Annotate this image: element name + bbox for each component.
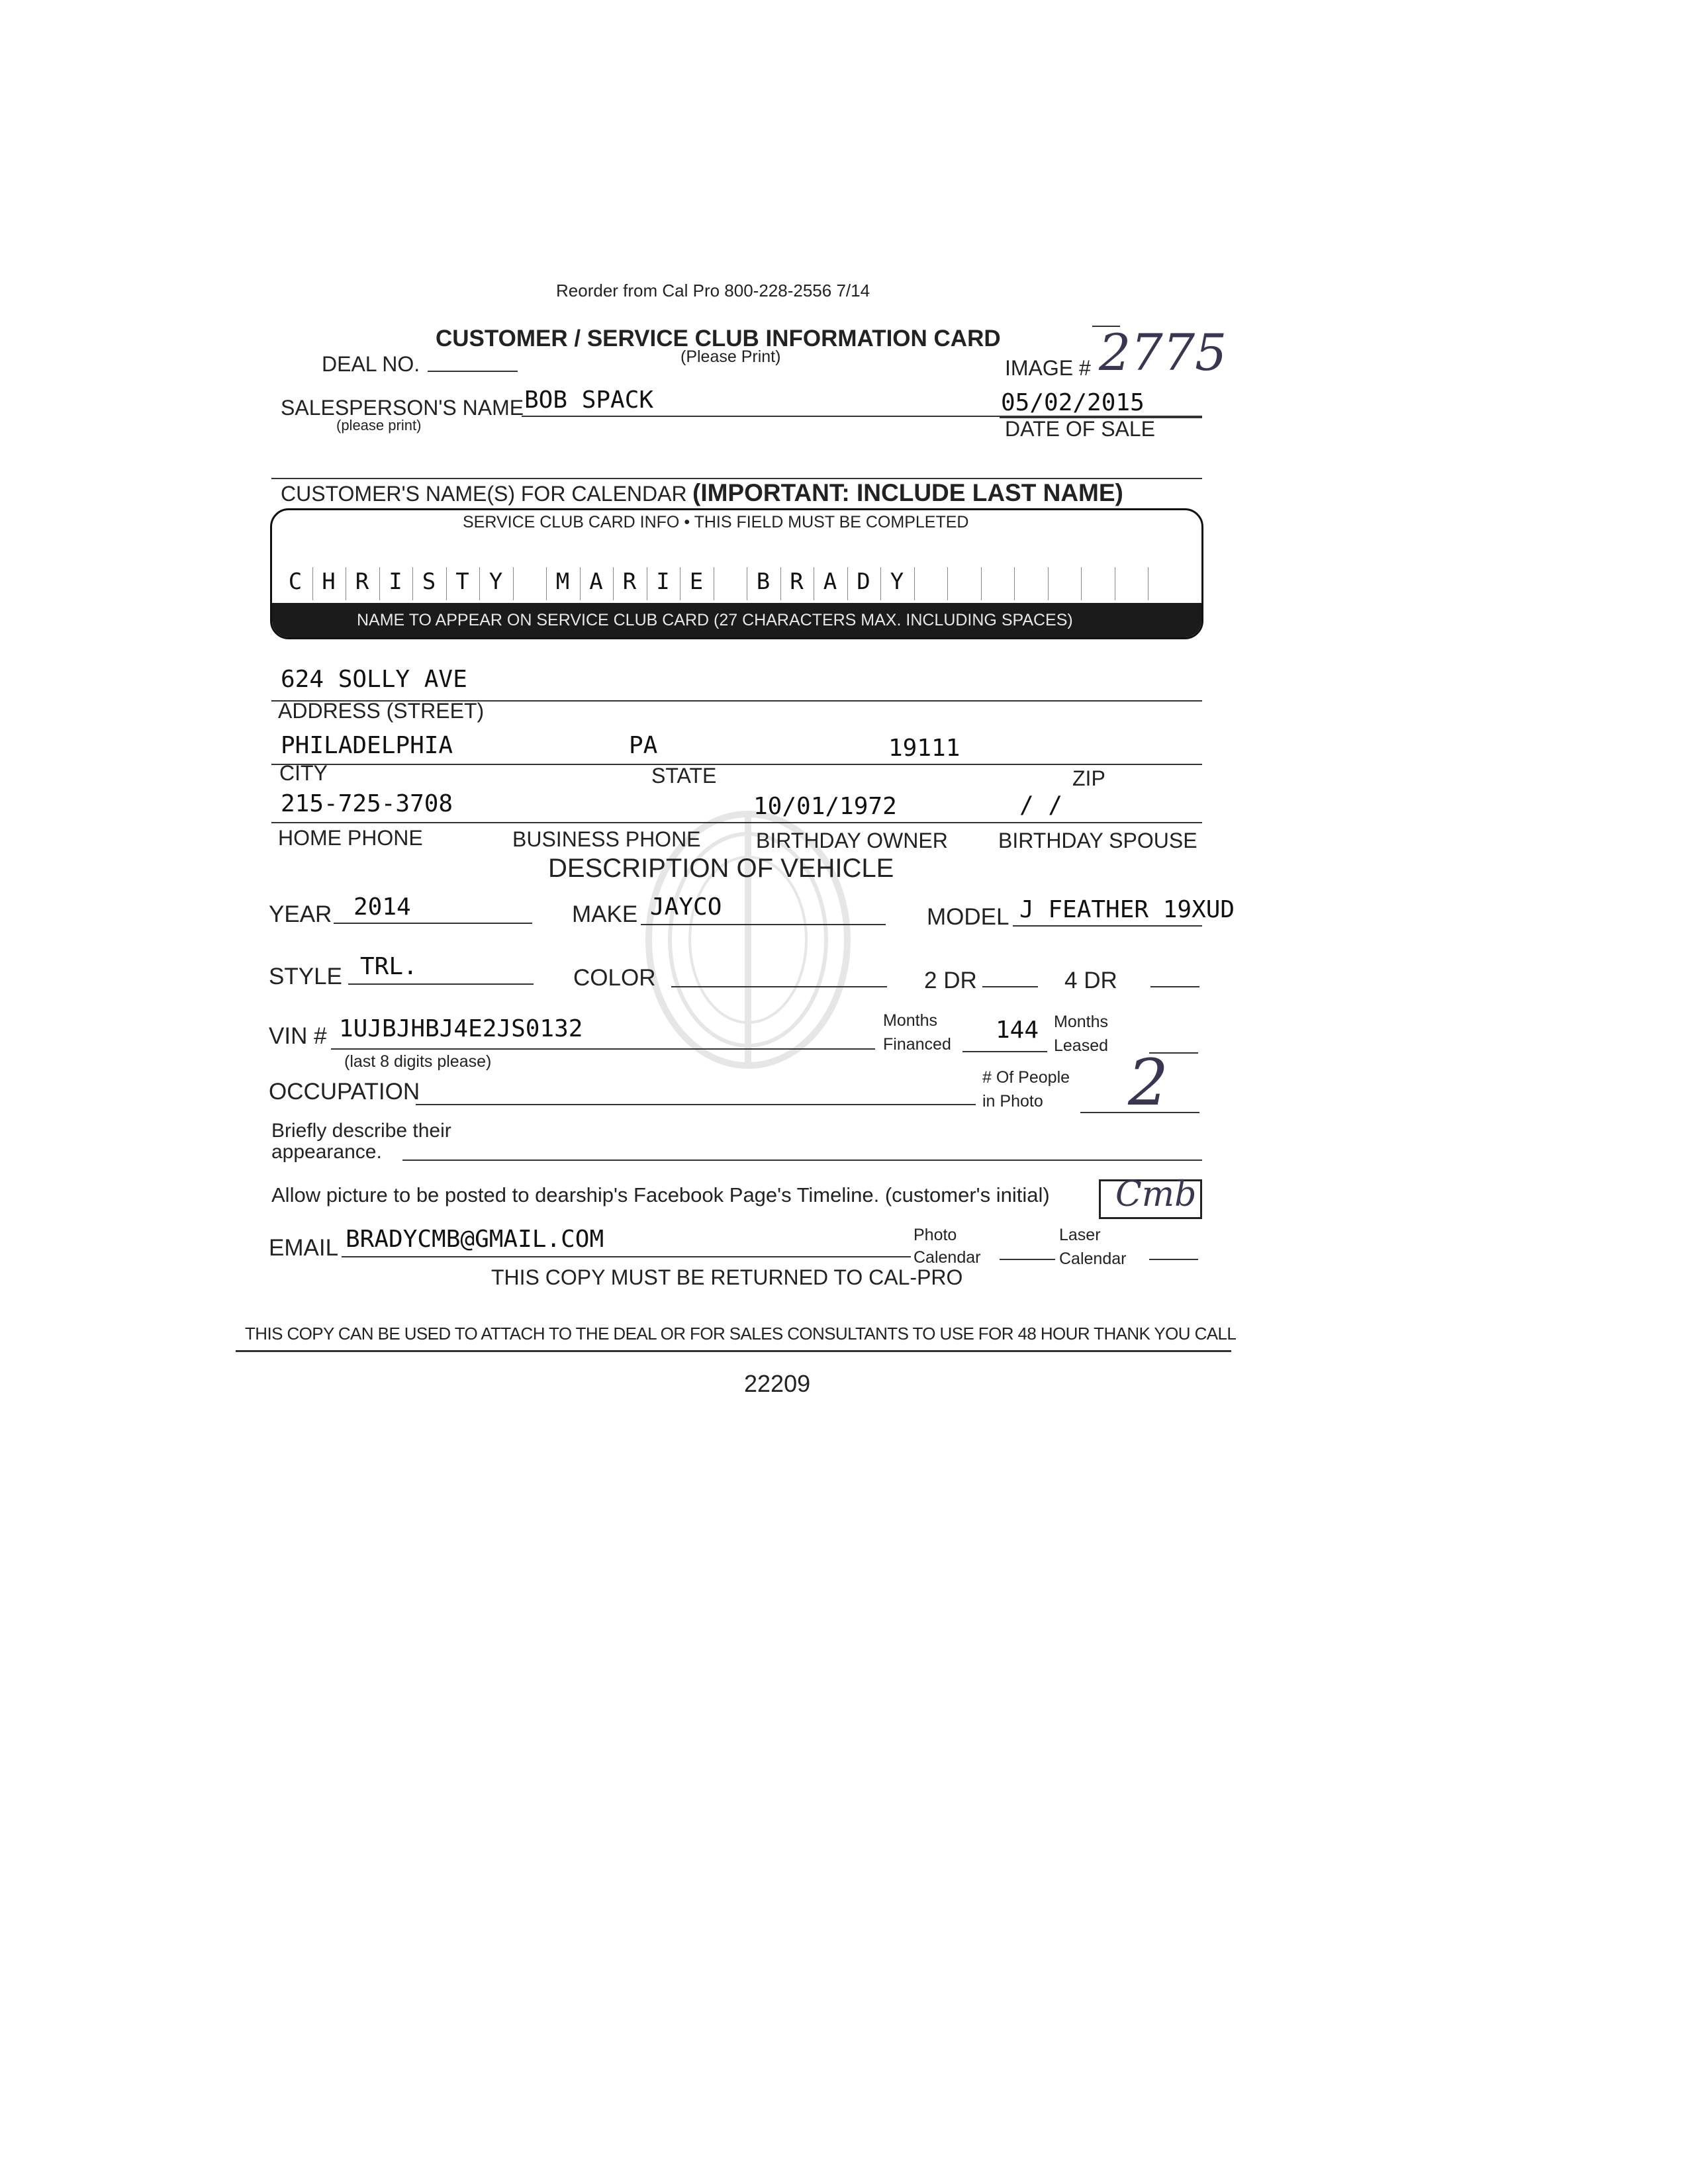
footer-line <box>236 1350 1231 1352</box>
phone-line <box>271 822 1202 823</box>
name-char-cell: R <box>790 569 804 595</box>
customer-initial: Cmb <box>1115 1175 1197 1214</box>
return-note: THIS COPY MUST BE RETURNED TO CAL-PRO <box>491 1265 963 1289</box>
vin-line <box>331 1048 875 1050</box>
image-number: 2775 <box>1099 323 1227 382</box>
name-char-cell <box>921 562 941 602</box>
city-label: CITY <box>279 761 328 785</box>
color-label: COLOR <box>573 965 656 991</box>
occupation-line <box>416 1104 976 1105</box>
year-line <box>334 923 532 924</box>
make-label: MAKE <box>572 901 638 927</box>
people-label-1: # Of People <box>982 1068 1070 1087</box>
name-cell-divider <box>580 567 581 600</box>
name-char-cell <box>1154 562 1174 602</box>
name-char-cell <box>954 562 974 602</box>
name-cell-divider <box>981 567 982 600</box>
name-char-cell <box>988 562 1008 602</box>
describe-label-1: Briefly describe their <box>271 1120 451 1142</box>
zip-label: ZIP <box>1072 766 1105 790</box>
model-value: J FEATHER 19XUD <box>1019 896 1235 923</box>
name-cell-divider <box>1148 567 1149 600</box>
style-label: STYLE <box>269 964 342 989</box>
salesperson-sublabel: (please print) <box>336 417 422 433</box>
birthday-spouse-label: BIRTHDAY SPOUSE <box>998 829 1197 852</box>
deal-no-line <box>428 371 518 372</box>
name-box-bottom-note: NAME TO APPEAR ON SERVICE CLUB CARD (27 CHARACTERS MAX. INCLUDING SPACES) <box>357 611 1073 629</box>
four-dr-line <box>1150 986 1199 987</box>
describe-line <box>402 1160 1202 1161</box>
name-box-footer-bar <box>272 603 1201 637</box>
name-char-cell: Y <box>489 569 503 595</box>
name-cell-divider <box>1014 567 1015 600</box>
state-value: PA <box>629 732 658 759</box>
model-label: MODEL <box>927 904 1009 930</box>
city-value: PHILADELPHIA <box>281 732 453 759</box>
laser-calendar-line <box>1149 1259 1198 1260</box>
people-line <box>1080 1112 1199 1113</box>
describe-label-2: appearance. <box>271 1141 382 1163</box>
zip-value: 19111 <box>888 735 961 762</box>
facebook-permission-text: Allow picture to be posted to dearship's Facebook Page's Timeline. (customer's initial) <box>271 1183 1050 1206</box>
name-cell-divider <box>446 567 447 600</box>
name-char-cell: T <box>455 569 469 595</box>
birthday-owner-label: BIRTHDAY OWNER <box>756 829 948 852</box>
vehicle-heading: DESCRIPTION OF VEHICLE <box>548 854 894 883</box>
city-line <box>271 764 1202 765</box>
months-financed-value: 144 <box>996 1017 1039 1044</box>
name-cell-divider <box>379 567 380 600</box>
name-char-cell: H <box>322 569 336 595</box>
name-cell-divider <box>947 567 948 600</box>
street-value: 624 SOLLY AVE <box>281 666 467 693</box>
home-phone-label: HOME PHONE <box>278 826 423 850</box>
vin-label: VIN # <box>269 1023 327 1049</box>
two-dr-label: 2 DR <box>924 968 977 993</box>
name-cell-divider <box>1048 567 1049 600</box>
make-line <box>641 924 886 925</box>
style-line <box>348 983 534 985</box>
name-cell-divider <box>312 567 313 600</box>
salesperson-value: BOB SPACK <box>524 387 654 414</box>
salesperson-label: SALESPERSON'S NAME <box>281 396 524 420</box>
occupation-label: OCCUPATION <box>269 1079 420 1105</box>
date-of-sale-label: DATE OF SALE <box>1005 417 1156 441</box>
name-char-cell: M <box>555 569 570 595</box>
image-label: IMAGE # <box>1005 356 1091 380</box>
months-leased-label-2: Leased <box>1054 1036 1109 1055</box>
people-label-2: in Photo <box>982 1092 1043 1111</box>
months-financed-label-2: Financed <box>883 1035 951 1054</box>
make-value: JAYCO <box>650 893 722 921</box>
vin-note: (last 8 digits please) <box>344 1052 492 1071</box>
year-value: 2014 <box>353 893 411 921</box>
reorder-note: Reorder from Cal Pro 800-228-2556 7/14 <box>556 281 870 300</box>
name-cell-divider <box>513 567 514 600</box>
year-label: YEAR <box>269 901 332 927</box>
please-print-note: (Please Print) <box>680 347 781 366</box>
form-title: CUSTOMER / SERVICE CLUB INFORMATION CARD <box>436 326 1001 351</box>
people-value: 2 <box>1128 1046 1169 1120</box>
months-financed-line <box>962 1051 1047 1052</box>
name-char-cell: B <box>756 569 771 595</box>
name-char-cell: A <box>823 569 837 595</box>
image-dash <box>1092 326 1120 327</box>
business-phone-label: BUSINESS PHONE <box>512 827 701 851</box>
two-dr-line <box>982 986 1038 987</box>
months-financed-label-1: Months <box>883 1011 937 1030</box>
photo-calendar-line <box>1000 1259 1055 1260</box>
deal-no-label: DEAL NO. <box>322 352 420 376</box>
name-char-cell: I <box>656 569 670 595</box>
four-dr-label: 4 DR <box>1064 968 1117 993</box>
email-value: BRADYCMB@GMAIL.COM <box>346 1226 604 1253</box>
name-cell-divider <box>880 567 881 600</box>
name-char-cell <box>1121 562 1141 602</box>
laser-calendar-label: Calendar <box>1059 1250 1127 1268</box>
name-cell-divider <box>412 567 413 600</box>
name-char-cell: R <box>622 569 637 595</box>
form-number: 22209 <box>744 1370 811 1397</box>
laser-label: Laser <box>1059 1226 1101 1244</box>
name-char-cell: E <box>689 569 704 595</box>
email-label: EMAIL <box>269 1235 339 1261</box>
name-char-cell: Y <box>890 569 904 595</box>
date-of-sale-value: 05/02/2015 <box>1001 389 1145 416</box>
name-char-cell: S <box>422 569 436 595</box>
name-cell-divider <box>613 567 614 600</box>
name-cell-divider <box>546 567 547 600</box>
name-char-cell <box>720 562 740 602</box>
vin-value: 1UJBJHBJ4E2JS0132 <box>339 1015 583 1042</box>
state-label: STATE <box>651 764 717 788</box>
name-char-cell: I <box>389 569 402 595</box>
initial-box <box>1099 1175 1202 1219</box>
name-cell-divider <box>780 567 781 600</box>
name-char-cell <box>1088 562 1107 602</box>
calendar-important: (IMPORTANT: INCLUDE LAST NAME) <box>692 479 1123 506</box>
name-char-cell: R <box>355 569 369 595</box>
birthday-spouse-value: / / <box>1019 792 1063 819</box>
model-line <box>1013 925 1202 927</box>
photo-calendar-label: Calendar <box>914 1248 981 1267</box>
name-char-cell: A <box>589 569 603 595</box>
name-cell-divider <box>1081 567 1082 600</box>
name-cell-divider <box>847 567 848 600</box>
birthday-owner-value: 10/01/1972 <box>753 793 897 820</box>
name-box-top-note: SERVICE CLUB CARD INFO • THIS FIELD MUST BE COMPLETED <box>463 513 969 531</box>
service-club-name-box <box>270 508 1203 639</box>
name-char-cell <box>1021 562 1041 602</box>
photo-label: Photo <box>914 1226 957 1244</box>
name-char-cell <box>520 562 539 602</box>
name-char-cell: D <box>857 569 870 595</box>
home-phone-value: 215-725-3708 <box>281 790 453 817</box>
name-cell-divider <box>479 567 480 600</box>
street-label: ADDRESS (STREET) <box>278 699 485 723</box>
color-line <box>671 986 887 987</box>
attach-note: THIS COPY CAN BE USED TO ATTACH TO THE DEAL OR FOR SALES CONSULTANTS TO USE FOR 48 HOUR THANK YOU CALL <box>245 1324 1237 1343</box>
name-cell-divider <box>914 567 915 600</box>
months-leased-label-1: Months <box>1054 1013 1108 1031</box>
style-value: TRL. <box>360 953 418 980</box>
name-char-cell <box>1055 562 1074 602</box>
calendar-label: CUSTOMER'S NAME(S) FOR CALENDAR <box>281 482 687 506</box>
email-line <box>342 1256 911 1257</box>
name-char-cell: C <box>288 569 303 595</box>
